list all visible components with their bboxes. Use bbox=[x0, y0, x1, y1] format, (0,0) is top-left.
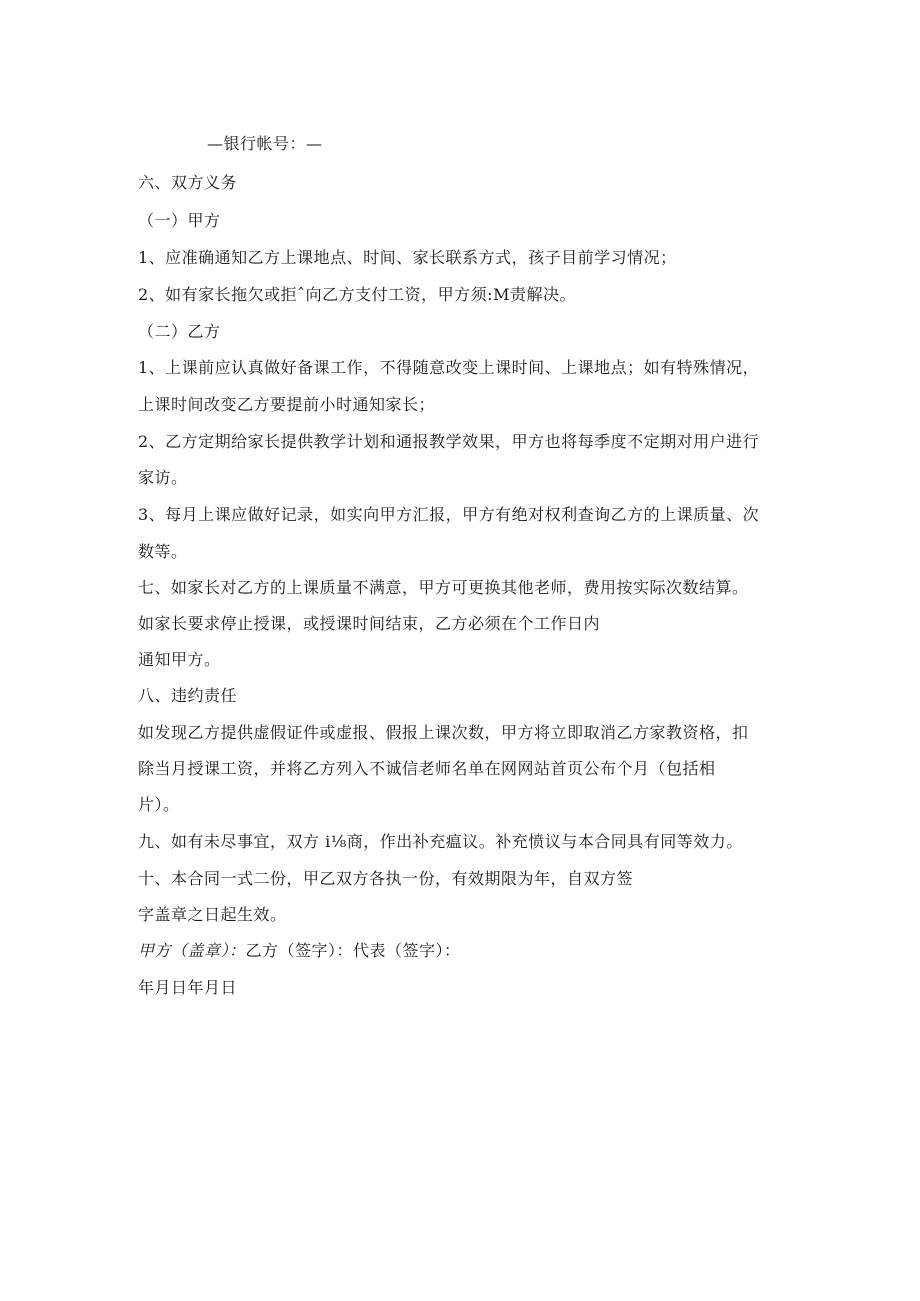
clause-line: 通知甲方。 bbox=[138, 650, 221, 669]
party-a-signature-label: 甲方（盖章）： bbox=[138, 941, 246, 960]
subsection-heading: （一）甲方 bbox=[138, 211, 221, 230]
date-line: 年月日年月日 bbox=[138, 978, 238, 997]
clause-line: 字盖章之日起生效。 bbox=[138, 905, 287, 924]
section-heading: 七、如家长对乙方的上课质量不满意，甲方可更换其他老师，费用按实际次数结算。 bbox=[138, 578, 749, 597]
clause-line: 家访。 bbox=[138, 468, 188, 487]
clause-line: 3、每月上课应做好记录，如实向甲方汇报，甲方有绝对权利查询乙方的上课质量、次 bbox=[138, 505, 760, 524]
clause-line: 除当月授课工资，并将乙方列入不诚信老师名单在网网站首页公布个月（包括相 bbox=[138, 759, 716, 778]
clause-line: 1、应准确通知乙方上课地点、时间、家长联系方式，孩子目前学习情况； bbox=[138, 248, 677, 267]
section-heading: 八、违约责任 bbox=[138, 686, 238, 705]
subsection-heading: （二）乙方 bbox=[138, 322, 221, 341]
section-heading: 六、双方义务 bbox=[138, 173, 238, 192]
clause-line: 2、如有家长拖欠或拒ˆ向乙方支付工资，甲方须:M责解决。 bbox=[138, 285, 576, 304]
clause-line: 2、乙方定期给家长提供教学计划和通报教学效果，甲方也将每季度不定期对用户进行 bbox=[138, 432, 760, 451]
party-b-signature-label: 乙方（签字）：代表（签字）： bbox=[245, 941, 461, 960]
clause-line: 如家长要求停止授课，或授课时间结束，乙方必须在个工作日内 bbox=[138, 614, 601, 633]
section-heading: 十、本合同一式二份，甲乙双方各执一份，有效期限为年，自双方签 bbox=[138, 869, 634, 888]
bank-account-line: —银行帐号：— bbox=[207, 134, 323, 153]
clause-line: 如发现乙方提供虚假证件或虚报、假报上课次数，甲方将立即取消乙方家教资格，扣 bbox=[138, 723, 749, 742]
section-heading: 九、如有未尽事宜，双方 i⅛商，作出补充瘟议。补充愤议与本合同具有同等效力。 bbox=[138, 832, 743, 851]
clause-line: 片）。 bbox=[138, 795, 180, 814]
signature-line bbox=[138, 941, 461, 961]
clause-line: 数等。 bbox=[138, 542, 188, 561]
clause-line: 1、上课前应认真做好备课工作，不得随意改变上课时间、上课地点；如有特殊情况， bbox=[138, 358, 760, 377]
clause-line: 上课时间改变乙方要提前小时通知家长； bbox=[138, 395, 436, 414]
